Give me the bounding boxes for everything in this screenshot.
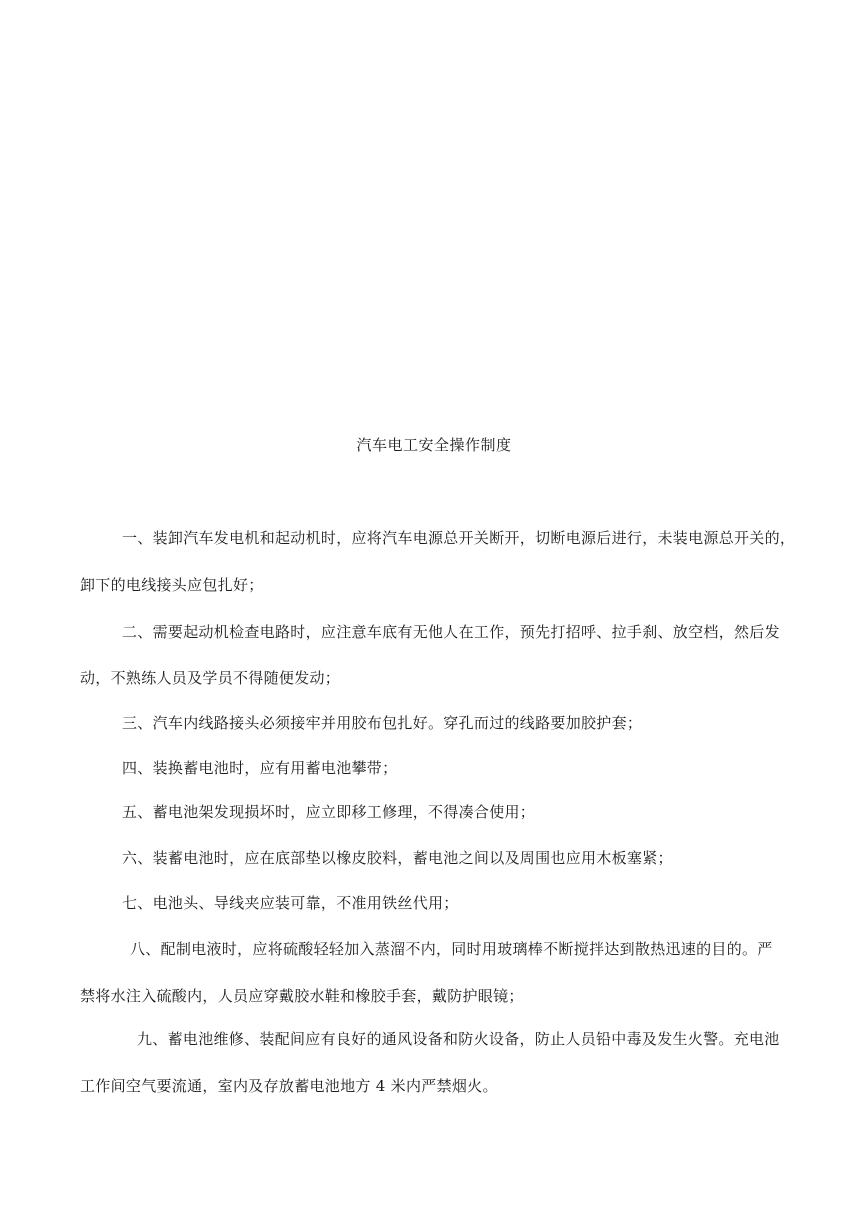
document-title: 汽车电工安全操作制度 bbox=[356, 436, 512, 454]
item-2-line-1: 二、需要起动机检查电路时，应注意车底有无他人在工作，预先打招呼、拉手刹、放空档，然后发 bbox=[122, 623, 780, 641]
item-9-line-2: 工作间空气要流通，室内及存放蓄电池地方 4 米内严禁烟火。 bbox=[80, 1077, 498, 1095]
item-3-line-1: 三、汽车内线路接头必须接牢并用胶布包扎好。穿孔而过的线路要加胶护套； bbox=[122, 714, 643, 732]
item-5-line-1: 五、蓄电池架发现损坏时，应立即移工修理，不得凑合使用； bbox=[122, 803, 536, 821]
item-2-line-2: 动，不熟练人员及学员不得随便发动； bbox=[80, 669, 341, 687]
item-7-line-1: 七、电池头、导线夹应装可靠，不准用铁丝代用； bbox=[122, 894, 459, 912]
item-4-line-1: 四、装换蓄电池时，应有用蓄电池攀带； bbox=[122, 759, 398, 777]
item-8-line-1: 八、配制电液时，应将硫酸轻轻加入蒸溜不内，同时用玻璃棒不断搅拌达到散热迅速的目的。严 bbox=[130, 940, 773, 958]
item-1-line-2: 卸下的电线接头应包扎好； bbox=[80, 576, 264, 594]
item-8-line-2: 禁将水注入硫酸内，人员应穿戴胶水鞋和橡胶手套，戴防护眼镜； bbox=[80, 987, 524, 1005]
item-6-line-1: 六、装蓄电池时，应在底部垫以橡皮胶料，蓄电池之间以及周围也应用木板塞紧； bbox=[122, 849, 673, 867]
item-1-line-1: 一、装卸汽车发电机和起动机时，应将汽车电源总开关断开，切断电源后进行，未装电源总开关的， bbox=[122, 529, 796, 547]
item-9-line-1: 九、蓄电池维修、装配间应有良好的通风设备和防火设备，防止人员铅中毒及发生火警。充电池 bbox=[137, 1030, 780, 1048]
